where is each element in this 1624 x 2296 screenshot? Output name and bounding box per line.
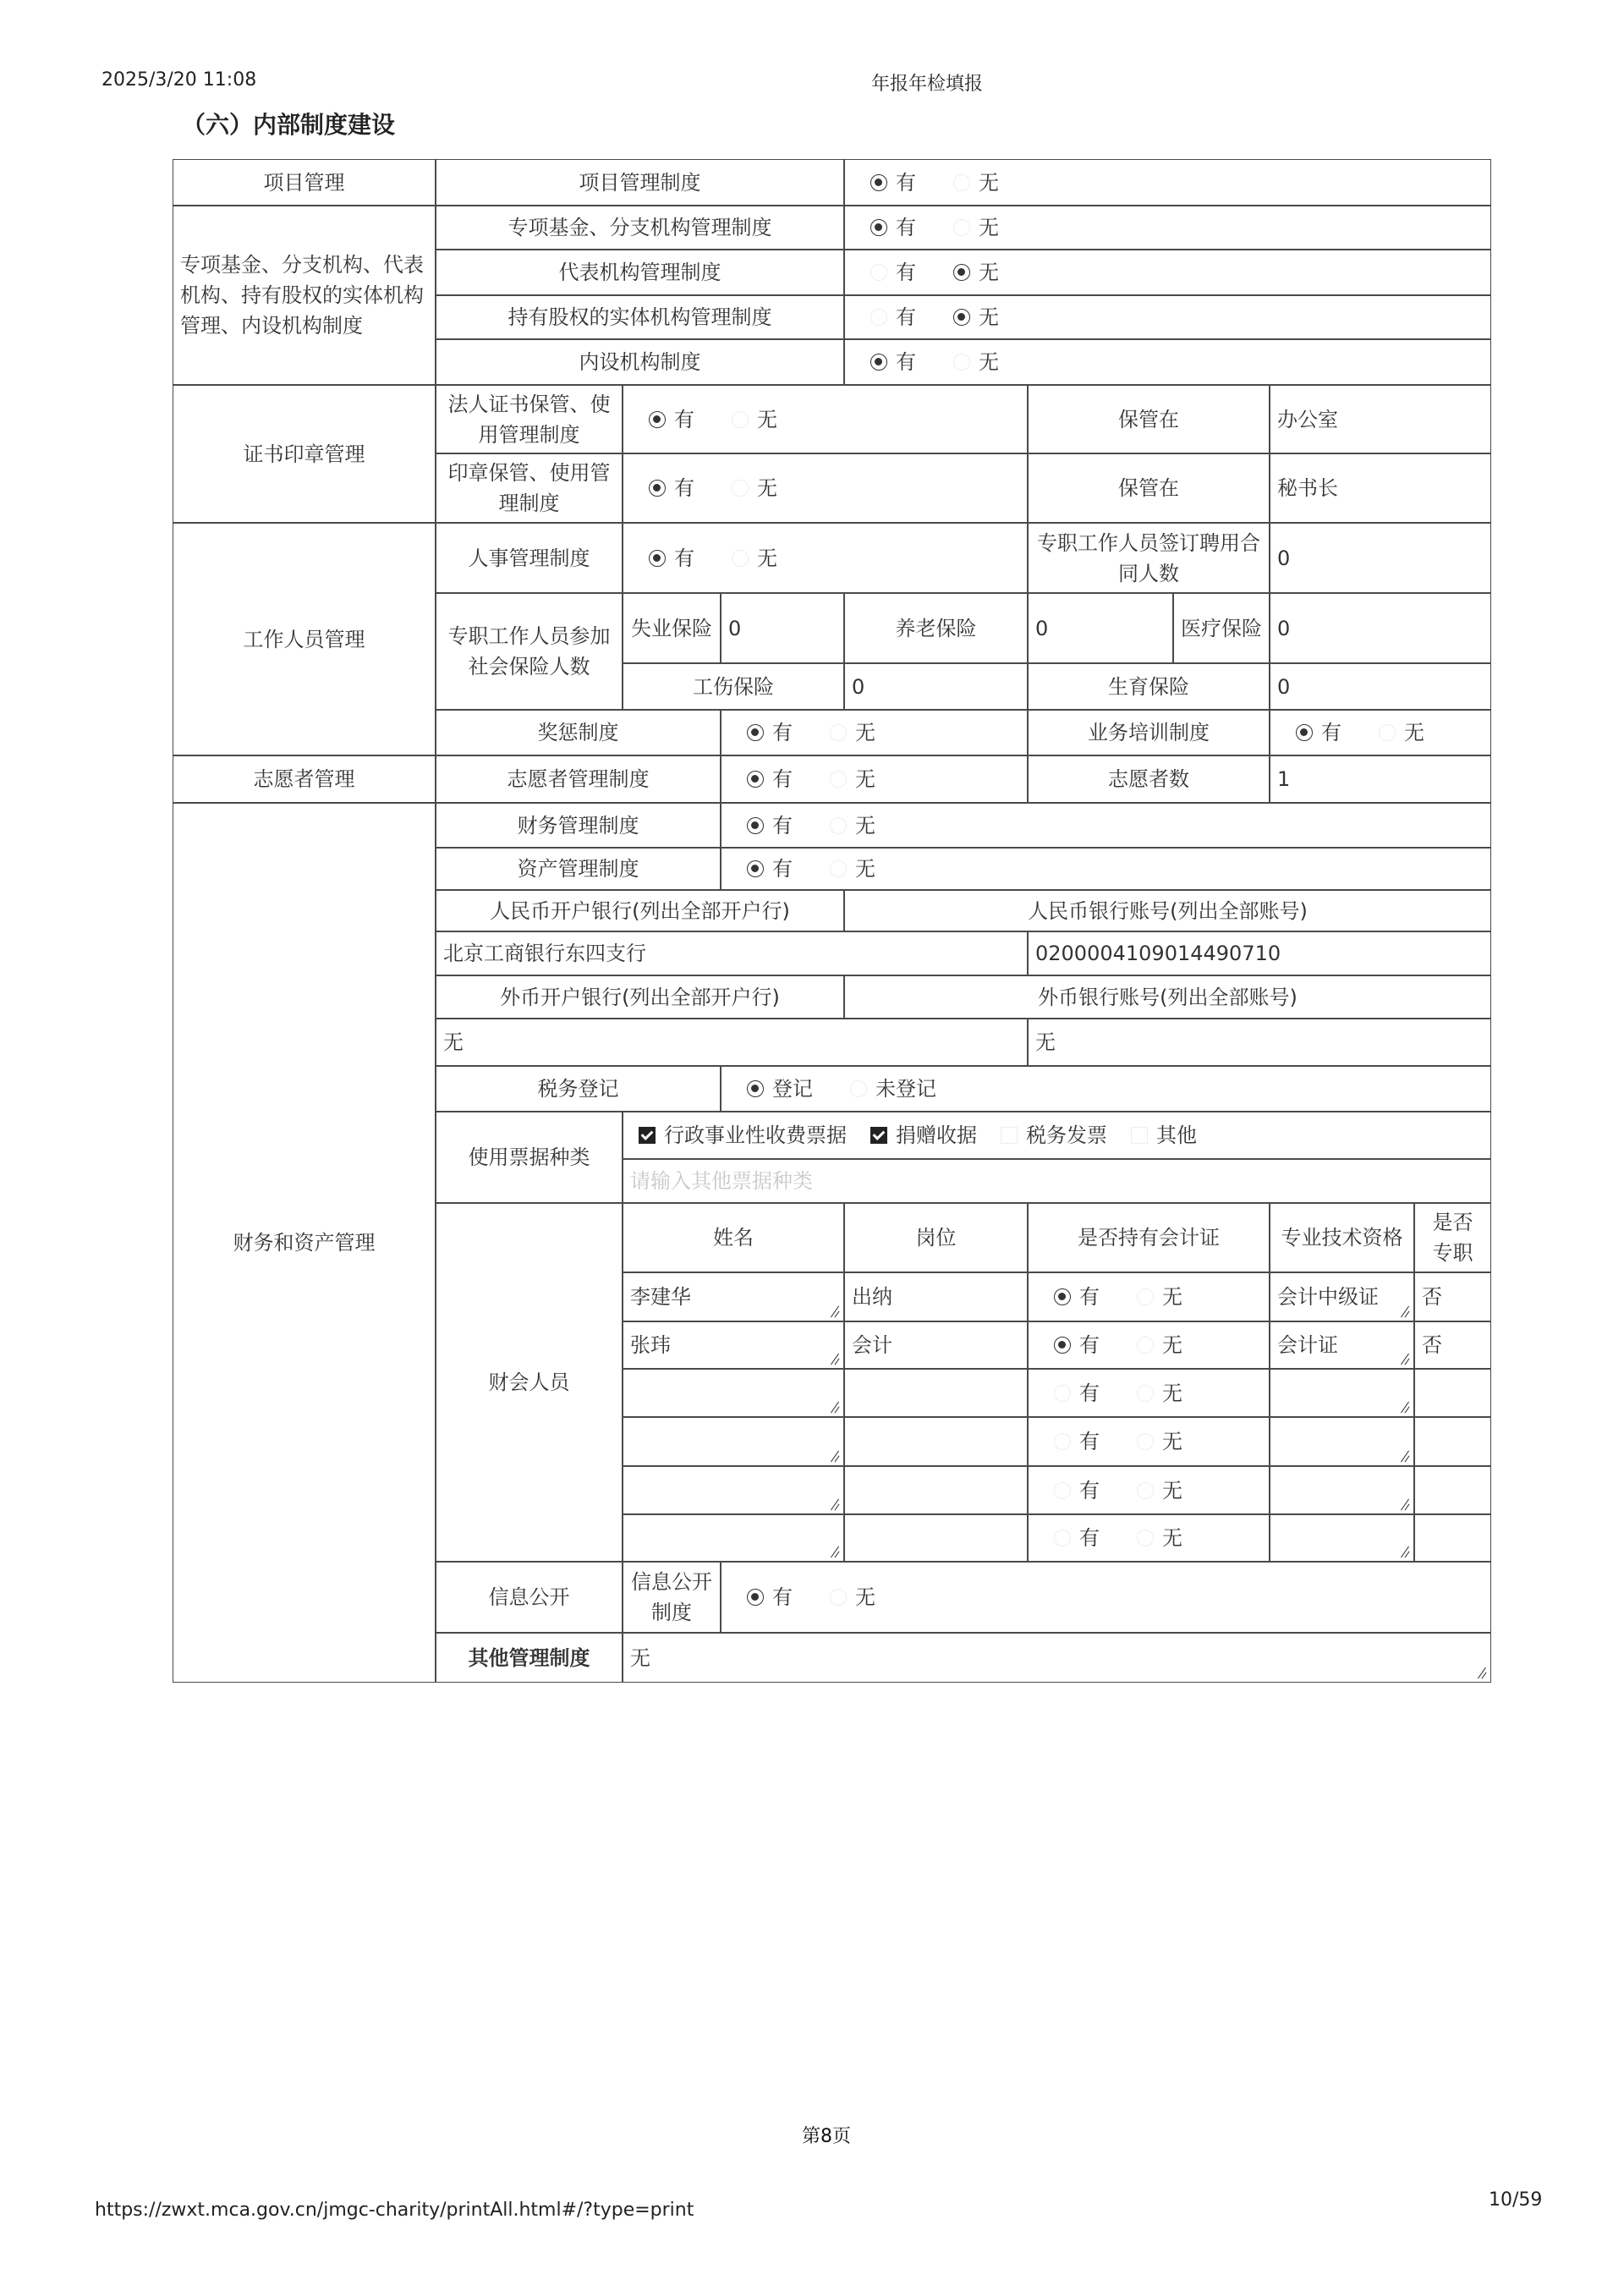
maternity-input[interactable]: 0 xyxy=(1270,663,1491,710)
accountant-name-value: 李建华 xyxy=(630,1285,691,1309)
radio-yes[interactable] xyxy=(1296,724,1313,741)
radio-label-yes: 有 xyxy=(772,1585,793,1609)
radio-label-no: 无 xyxy=(1162,1333,1182,1357)
col-header-qualification: 专业技术资格 xyxy=(1270,1203,1414,1272)
accountant-qualification[interactable] xyxy=(1270,1369,1414,1417)
radio-yes[interactable] xyxy=(1054,1337,1071,1354)
radio-yes[interactable] xyxy=(649,411,666,428)
accountant-full-time[interactable] xyxy=(1414,1417,1491,1466)
radio-label-yes: 有 xyxy=(1079,1526,1100,1550)
radio-label-no: 无 xyxy=(1404,721,1424,744)
radio-yes[interactable] xyxy=(870,219,887,236)
radio-label-yes: 有 xyxy=(896,216,916,239)
receipt-type-label: 行政事业性收费票据 xyxy=(664,1123,847,1147)
accountant-position[interactable] xyxy=(844,1514,1028,1562)
radio-no[interactable] xyxy=(830,1589,847,1606)
branch-item-radio[interactable] xyxy=(844,250,1491,295)
rmb-bank-input[interactable]: 北京工商银行东四支行 xyxy=(436,931,1028,975)
accountant-name[interactable] xyxy=(623,1466,844,1514)
project-mgmt-label: 项目管理 xyxy=(173,159,436,206)
accountant-name[interactable] xyxy=(623,1417,844,1466)
radio-yes[interactable] xyxy=(1054,1433,1071,1450)
accountant-position-value: 会计 xyxy=(852,1333,892,1357)
volunteer-count-label: 志愿者数 xyxy=(1028,755,1270,803)
resize-handle-icon[interactable] xyxy=(1398,1305,1410,1317)
resize-handle-icon[interactable] xyxy=(1398,1353,1410,1365)
receipt-type-option[interactable] xyxy=(1131,1120,1197,1151)
keeper-label: 保管在 xyxy=(1028,453,1270,523)
accountant-position[interactable] xyxy=(844,1321,1028,1369)
radio-label-yes: 有 xyxy=(896,261,916,284)
unemployment-label: 失业保险 xyxy=(623,593,721,663)
staff-mgmt-label: 工作人员管理 xyxy=(173,523,436,755)
radio-no[interactable] xyxy=(1137,1530,1154,1546)
resize-handle-icon[interactable] xyxy=(828,1305,840,1317)
accountants-label: 财会人员 xyxy=(436,1203,623,1562)
radio-label-no: 无 xyxy=(979,216,999,239)
radio-label-no: 无 xyxy=(979,261,999,284)
branch-item-label: 内设机构制度 xyxy=(436,339,844,385)
receipt-type-label: 其他 xyxy=(1156,1123,1197,1147)
rmb-account-input[interactable]: 0200004109014490710 xyxy=(1028,931,1491,975)
radio-no[interactable] xyxy=(732,550,749,567)
hr-policy-radio[interactable] xyxy=(623,523,1028,593)
radio-label-yes: 有 xyxy=(896,350,916,374)
radio-label-yes: 有 xyxy=(772,721,793,744)
accountant-cert[interactable] xyxy=(1028,1272,1270,1321)
accountant-full-time[interactable] xyxy=(1414,1321,1491,1369)
radio-yes[interactable] xyxy=(1054,1530,1071,1546)
radio-yes[interactable] xyxy=(747,1589,764,1606)
resize-handle-icon[interactable] xyxy=(828,1450,840,1462)
receipt-type-option[interactable] xyxy=(870,1120,977,1151)
training-policy-label: 业务培训制度 xyxy=(1028,710,1270,755)
page-url: https://zwxt.mca.gov.cn/jmgc-charity/printAll.html#/?type=print xyxy=(95,2200,694,2221)
branch-item-radio[interactable] xyxy=(844,339,1491,385)
radio-label-no: 无 xyxy=(1162,1285,1182,1309)
unemployment-input[interactable]: 0 xyxy=(721,593,844,663)
accountant-qualification-value: 会计中级证 xyxy=(1277,1285,1379,1309)
finance-mgmt-label: 财务和资产管理 xyxy=(173,803,436,1683)
print-datetime: 2025/3/20 11:08 xyxy=(102,69,257,91)
radio-no[interactable] xyxy=(1137,1337,1154,1354)
medical-input[interactable]: 0 xyxy=(1270,593,1491,663)
radio-label-no: 无 xyxy=(855,1585,875,1609)
radio-label-yes: 有 xyxy=(896,170,916,195)
col-header-name: 姓名 xyxy=(623,1203,844,1272)
accountant-name[interactable] xyxy=(623,1321,844,1369)
accountant-name[interactable] xyxy=(623,1369,844,1417)
contract-count-label: 专职工作人员签订聘用合同人数 xyxy=(1028,523,1270,593)
radio-yes[interactable] xyxy=(649,480,666,497)
seal-item-radio[interactable] xyxy=(623,385,1028,453)
radio-label-yes: 有 xyxy=(772,857,793,881)
col-header-full-time: 是否专职 xyxy=(1414,1203,1491,1272)
receipt-type-label: 捐赠收据 xyxy=(896,1123,977,1147)
receipt-type-label: 税务发票 xyxy=(1026,1123,1107,1147)
radio-no[interactable] xyxy=(1137,1433,1154,1450)
disclosure-policy-label: 信息公开制度 xyxy=(623,1562,721,1633)
radio-label-yes: 有 xyxy=(772,813,793,838)
checkbox-checked-icon[interactable] xyxy=(870,1127,887,1144)
radio-label-yes: 有 xyxy=(1079,1478,1100,1502)
accountant-qualification-value: 会计证 xyxy=(1277,1333,1338,1357)
radio-label-no: 无 xyxy=(1162,1430,1182,1453)
finance-policy-label: 财务管理制度 xyxy=(436,803,721,848)
radio-yes[interactable] xyxy=(649,550,666,567)
section-title: （六）内部制度建设 xyxy=(182,111,396,139)
accountant-full-time-value: 否 xyxy=(1422,1285,1442,1309)
accountant-cert[interactable] xyxy=(1028,1369,1270,1417)
checkbox-icon[interactable] xyxy=(1131,1127,1148,1144)
radio-no[interactable] xyxy=(953,309,970,326)
accountant-qualification[interactable] xyxy=(1270,1272,1414,1321)
fx-bank-input[interactable]: 无 xyxy=(436,1019,1028,1066)
radio-label-yes: 有 xyxy=(1079,1333,1100,1357)
radio-yes[interactable] xyxy=(870,354,887,371)
radio-label-no: 无 xyxy=(855,857,875,881)
hr-policy-label: 人事管理制度 xyxy=(436,523,623,593)
radio-yes[interactable] xyxy=(747,817,764,834)
volunteer-policy-radio[interactable] xyxy=(721,755,1028,803)
receipt-type-option[interactable] xyxy=(1001,1120,1107,1151)
fx-bank-label: 外币开户银行(列出全部开户行) xyxy=(436,975,844,1019)
radio-label-no: 无 xyxy=(979,350,999,374)
radio-no[interactable] xyxy=(953,354,970,371)
radio-label-no: 无 xyxy=(855,813,875,838)
resize-handle-icon[interactable] xyxy=(1475,1667,1487,1678)
disclosure-policy-radio[interactable] xyxy=(721,1562,1491,1633)
col-header-position: 岗位 xyxy=(844,1203,1028,1272)
radio-yes[interactable] xyxy=(870,309,887,326)
accountant-full-time[interactable] xyxy=(1414,1369,1491,1417)
radio-label-registered: 登记 xyxy=(772,1077,813,1101)
radio-label-yes: 有 xyxy=(1321,721,1341,744)
radio-no[interactable] xyxy=(953,264,970,281)
radio-no[interactable] xyxy=(1379,724,1396,741)
resize-handle-icon[interactable] xyxy=(828,1353,840,1365)
accountant-full-time[interactable] xyxy=(1414,1272,1491,1321)
radio-no[interactable] xyxy=(732,411,749,428)
accountant-position[interactable] xyxy=(844,1417,1028,1466)
reward-policy-radio[interactable] xyxy=(721,710,1028,755)
other-policy-label: 其他管理制度 xyxy=(436,1633,623,1683)
page-header-title: 年报年检填报 xyxy=(871,74,984,95)
radio-yes[interactable] xyxy=(747,771,764,788)
seal-item-radio[interactable] xyxy=(623,453,1028,523)
training-policy-radio[interactable] xyxy=(1270,710,1491,755)
accountant-qualification[interactable] xyxy=(1270,1514,1414,1562)
keeper-label: 保管在 xyxy=(1028,385,1270,453)
keeper-input[interactable]: 秘书长 xyxy=(1270,453,1491,523)
reward-policy-label: 奖惩制度 xyxy=(436,710,721,755)
accountant-name[interactable] xyxy=(623,1514,844,1562)
accountant-full-time[interactable] xyxy=(1414,1466,1491,1514)
volunteer-policy-label: 志愿者管理制度 xyxy=(436,755,721,803)
volunteer-mgmt-label: 志愿者管理 xyxy=(173,755,436,803)
injury-label: 工伤保险 xyxy=(623,663,844,710)
keeper-input[interactable]: 办公室 xyxy=(1270,385,1491,453)
radio-label-yes: 有 xyxy=(1079,1285,1100,1309)
radio-label-yes: 有 xyxy=(674,476,694,500)
volunteer-count-input[interactable]: 1 xyxy=(1270,755,1491,803)
radio-yes[interactable] xyxy=(870,174,887,191)
radio-label-yes: 有 xyxy=(1079,1430,1100,1453)
radio-registered[interactable] xyxy=(747,1080,764,1097)
radio-label-no: 无 xyxy=(979,170,999,195)
contract-count-input[interactable]: 0 xyxy=(1270,523,1491,593)
radio-no[interactable] xyxy=(830,860,847,877)
receipt-type-checkboxes xyxy=(623,1112,1491,1159)
page-count: 10/59 xyxy=(1489,2189,1543,2211)
radio-label-yes: 有 xyxy=(772,767,793,791)
resize-handle-icon[interactable] xyxy=(828,1546,840,1557)
resize-handle-icon[interactable] xyxy=(828,1498,840,1510)
branch-item-radio[interactable] xyxy=(844,206,1491,250)
col-header-cert: 是否持有会计证 xyxy=(1028,1203,1270,1272)
radio-yes[interactable] xyxy=(1054,1385,1071,1402)
accountant-qualification[interactable] xyxy=(1270,1466,1414,1514)
accountant-qualification[interactable] xyxy=(1270,1417,1414,1466)
radio-yes[interactable] xyxy=(870,264,887,281)
project-policy-radio[interactable] xyxy=(844,159,1491,206)
radio-no[interactable] xyxy=(830,817,847,834)
receipt-type-option[interactable] xyxy=(639,1120,847,1151)
accountant-position[interactable] xyxy=(844,1466,1028,1514)
resize-handle-icon[interactable] xyxy=(1398,1401,1410,1413)
other-policy-value: 无 xyxy=(630,1645,650,1670)
maternity-label: 生育保险 xyxy=(1028,663,1270,710)
seal-mgmt-label: 证书印章管理 xyxy=(173,385,436,523)
pension-label: 养老保险 xyxy=(844,593,1028,663)
radio-no[interactable] xyxy=(1137,1482,1154,1499)
other-policy-textarea[interactable] xyxy=(623,1633,1491,1683)
accountant-name[interactable] xyxy=(623,1272,844,1321)
tax-registration-radio[interactable] xyxy=(721,1066,1491,1112)
accountant-position-value: 出纳 xyxy=(852,1285,892,1309)
asset-policy-label: 资产管理制度 xyxy=(436,848,721,890)
seal-item-label: 印章保管、使用管理制度 xyxy=(436,453,623,523)
branch-mgmt-label: 专项基金、分支机构、代表机构、持有股权的实体机构管理、内设机构制度 xyxy=(173,206,436,385)
radio-label-no: 无 xyxy=(757,476,777,500)
radio-label-no: 无 xyxy=(757,407,777,431)
radio-no[interactable] xyxy=(1137,1288,1154,1305)
radio-label-yes: 有 xyxy=(674,407,694,431)
resize-handle-icon[interactable] xyxy=(1398,1546,1410,1557)
radio-label-yes: 有 xyxy=(674,546,694,570)
accountant-name-value: 张玮 xyxy=(630,1333,671,1357)
accountant-cert[interactable] xyxy=(1028,1417,1270,1466)
accountant-cert[interactable] xyxy=(1028,1321,1270,1369)
seal-item-label: 法人证书保管、使用管理制度 xyxy=(436,385,623,453)
resize-handle-icon[interactable] xyxy=(1398,1498,1410,1510)
receipt-types-label: 使用票据种类 xyxy=(436,1112,623,1203)
radio-label-no: 无 xyxy=(1162,1381,1182,1405)
radio-yes[interactable] xyxy=(1054,1288,1071,1305)
accountant-full-time-value: 否 xyxy=(1422,1333,1442,1357)
resize-handle-icon[interactable] xyxy=(1398,1450,1410,1462)
radio-label-no: 无 xyxy=(855,721,875,744)
radio-yes[interactable] xyxy=(747,724,764,741)
radio-no[interactable] xyxy=(830,771,847,788)
radio-unregistered[interactable] xyxy=(850,1080,867,1097)
radio-label-no: 无 xyxy=(855,767,875,791)
receipt-other-input[interactable]: 请输入其他票据种类 xyxy=(623,1159,1491,1203)
checkbox-icon[interactable] xyxy=(1001,1127,1018,1144)
checkbox-checked-icon[interactable] xyxy=(639,1127,656,1144)
pension-input[interactable]: 0 xyxy=(1028,593,1173,663)
radio-no[interactable] xyxy=(830,724,847,741)
accountant-position[interactable] xyxy=(844,1369,1028,1417)
page-number: 第8页 xyxy=(802,2126,851,2147)
insurance-label: 专职工作人员参加社会保险人数 xyxy=(436,593,623,710)
finance-policy-radio[interactable] xyxy=(721,803,1491,848)
radio-no[interactable] xyxy=(953,219,970,236)
rmb-account-label: 人民币银行账号(列出全部账号) xyxy=(844,890,1491,931)
resize-handle-icon[interactable] xyxy=(828,1401,840,1413)
radio-no[interactable] xyxy=(732,480,749,497)
radio-label-no: 无 xyxy=(979,305,999,329)
accountant-cert[interactable] xyxy=(1028,1466,1270,1514)
rmb-bank-label: 人民币开户银行(列出全部开户行) xyxy=(436,890,844,931)
accountant-qualification[interactable] xyxy=(1270,1321,1414,1369)
injury-input[interactable]: 0 xyxy=(844,663,1028,710)
accountant-cert[interactable] xyxy=(1028,1514,1270,1562)
radio-yes[interactable] xyxy=(1054,1482,1071,1499)
medical-label: 医疗保险 xyxy=(1173,593,1270,663)
radio-label-yes: 有 xyxy=(1079,1381,1100,1405)
accountant-full-time[interactable] xyxy=(1414,1514,1491,1562)
radio-label-no: 无 xyxy=(1162,1526,1182,1550)
branch-item-label: 代表机构管理制度 xyxy=(436,250,844,295)
radio-label-no: 无 xyxy=(1162,1478,1182,1502)
asset-policy-radio[interactable] xyxy=(721,848,1491,890)
radio-no[interactable] xyxy=(1137,1385,1154,1402)
tax-registration-label: 税务登记 xyxy=(436,1066,721,1112)
branch-item-label: 持有股权的实体机构管理制度 xyxy=(436,295,844,339)
radio-label-no: 无 xyxy=(757,546,777,570)
branch-item-radio[interactable] xyxy=(844,295,1491,339)
accountant-position[interactable] xyxy=(844,1272,1028,1321)
fx-account-input[interactable]: 无 xyxy=(1028,1019,1491,1066)
radio-label-unregistered: 未登记 xyxy=(875,1077,936,1101)
radio-label-yes: 有 xyxy=(896,305,916,329)
radio-yes[interactable] xyxy=(747,860,764,877)
branch-item-label: 专项基金、分支机构管理制度 xyxy=(436,206,844,250)
fx-account-label: 外币银行账号(列出全部账号) xyxy=(844,975,1491,1019)
radio-no[interactable] xyxy=(953,174,970,191)
project-policy-label: 项目管理制度 xyxy=(436,159,844,206)
disclosure-label: 信息公开 xyxy=(436,1562,623,1633)
